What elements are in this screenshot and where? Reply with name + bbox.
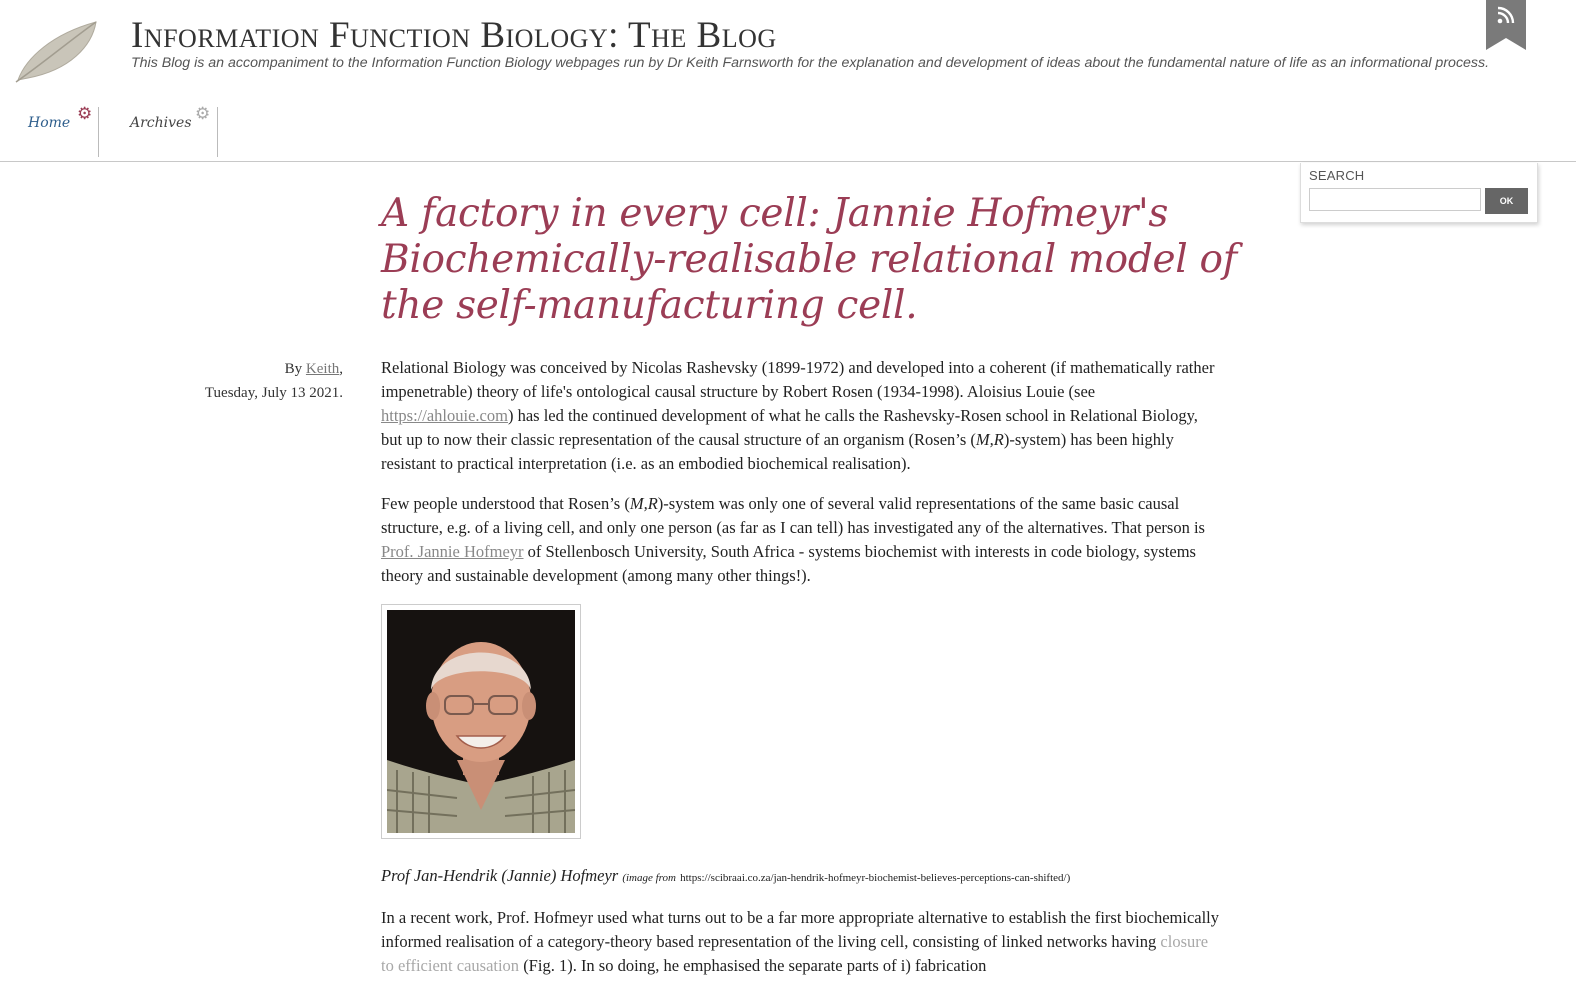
paragraph-3 bbox=[381, 906, 1221, 978]
author-link[interactable]: Keith bbox=[305, 361, 340, 377]
search-input[interactable] bbox=[1309, 188, 1481, 211]
nav-home-link[interactable]: Home bbox=[28, 115, 71, 131]
gear-icon: ⚙ bbox=[195, 104, 211, 124]
gear-icon: ⚙ bbox=[77, 104, 93, 124]
site-title[interactable]: Information Function Biology: The Blog bbox=[131, 15, 777, 56]
nav-archives-link[interactable]: Archives bbox=[130, 115, 192, 131]
search-label: SEARCH bbox=[1309, 168, 1365, 183]
caption-name: Prof Jan-Hendrik (Jannie) Hofmeyr bbox=[381, 866, 619, 885]
paragraph-1 bbox=[381, 356, 1221, 476]
text: of Stellenbosch University, South Africa - systems biochemist with interests in code biology, systems theory and sustainable development (among many other things!). bbox=[381, 542, 1196, 585]
photo-frame bbox=[381, 604, 581, 839]
paragraph-2 bbox=[381, 492, 1221, 588]
hofmeyr-link[interactable]: Prof. Jannie Hofmeyr bbox=[381, 542, 524, 561]
text: )-system) has been highly resistant to practical interpretation (i.e. as an embodied biochemical realisation). bbox=[381, 430, 1174, 473]
photo-caption bbox=[381, 864, 1221, 890]
nav-separator bbox=[217, 107, 218, 157]
mr-symbol: M,R bbox=[629, 494, 658, 513]
hofmeyr-portrait-image[interactable] bbox=[387, 610, 575, 833]
post-meta bbox=[140, 357, 343, 405]
text: Few people understood that Rosen’s ( bbox=[381, 494, 630, 513]
text: In a recent work, Prof. Hofmeyr used what turns out to be a far more appropriate alternative to establish the first biochemically informed realisation of a category-theory based representation of the living cell, consisting of linked networks having bbox=[381, 908, 1220, 951]
search-widget bbox=[1300, 163, 1538, 223]
text: (Fig. 1). In so doing, he emphasised the separate parts of i) fabrication bbox=[519, 956, 987, 975]
header-divider bbox=[0, 161, 1576, 162]
site-tagline: This Blog is an accompaniment to the Information Function Biology webpages run by Dr Keith Farnsworth for the explanation and development of ideas about the fundamental nature of life as an informational process. bbox=[131, 55, 1490, 71]
mr-symbol: M,R bbox=[975, 430, 1004, 449]
nav-item-home[interactable] bbox=[0, 100, 99, 158]
closure-link[interactable]: closure to efficient causation bbox=[381, 932, 1209, 975]
text: )-system was only one of several valid representations of the same basic causal structure, e.g. of a living cell, and only one person (as far as I can tell) has investigated any of the alternatives. That person is bbox=[381, 494, 1205, 537]
post-date: Tuesday, July 13 2021. bbox=[204, 385, 343, 401]
text: Relational Biology was conceived by Nicolas Rashevsky (1899-1972) and developed into a coherent (if mathematically rather impenetrable) theory of life's ontological causal structure by Robert Rosen (1934-1998). Aloisius Louie (see bbox=[381, 358, 1215, 401]
leaf-logo-icon[interactable] bbox=[12, 16, 104, 86]
meta-comma: , bbox=[339, 361, 343, 377]
post-content bbox=[381, 356, 1221, 994]
text: ) has led the continued development of what he calls the Rashevsky-Rosen school in Relational Biology, but up to now their classic representation of the causal structure of an organism (Rosen’s ( bbox=[381, 406, 1198, 449]
main-nav bbox=[0, 100, 400, 160]
caption-source-url: https://scibraai.co.za/jan-hendrik-hofmeyr-biochemist-believes-perceptions-can-shifted/) bbox=[680, 872, 1071, 884]
nav-item-archives[interactable] bbox=[99, 100, 218, 158]
by-label: By bbox=[284, 361, 303, 377]
caption-source-label: (image from bbox=[622, 872, 676, 884]
ahlouie-link[interactable]: https://ahlouie.com bbox=[381, 406, 508, 425]
post-title[interactable]: A factory in every cell: Jannie Hofmeyr's Biochemically-realisable relational model of the self-manufacturing cell. bbox=[381, 191, 1237, 328]
search-ok-button[interactable]: OK bbox=[1485, 188, 1528, 214]
rss-icon[interactable] bbox=[1486, 0, 1526, 50]
